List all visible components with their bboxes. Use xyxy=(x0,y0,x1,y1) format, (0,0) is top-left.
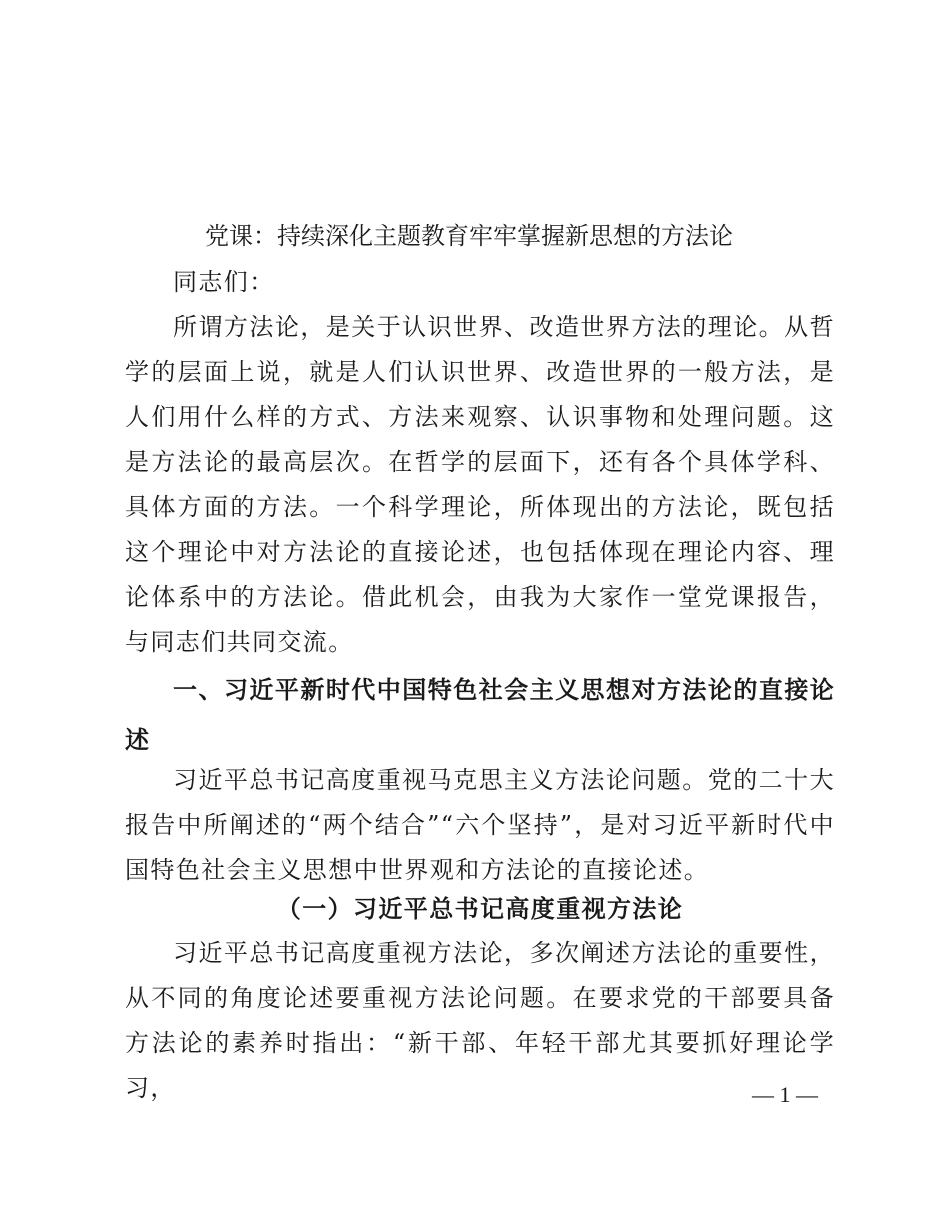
section-1-heading: 一、习近平新时代中国特色社会主义思想对方法论的直接论述 xyxy=(125,676,835,754)
page-number: — 1 — xyxy=(752,1082,818,1107)
paragraph-3: 习近平总书记高度重视方法论，多次阐述方法论的重要性，从不同的角度论述要重视方法论问题。在要求党的干部要具备方法论的素养时指出：“新干部、年轻干部尤其要抓好理论学习， xyxy=(125,939,835,1102)
salutation: 同志们： xyxy=(173,268,275,296)
paragraph-1: 所谓方法论，是关于认识世界、改造世界方法的理论。从哲学的层面上说，就是人们认识世界、改造世界的一般方法，是人们用什么样的方式、方法来观察、认识事物和处理问题。这是方法论的最高层次。在哲学的层面下，还有各个具体学科、具体方面的方法。一个科学理论，所体现出的方法论，既包括这个理论中对方法论的直接论述，也包括体现在理论内容、理论体系中的方法论。借此机会，由我为大家作一堂党课报告，与同志们共同交流。 xyxy=(125,313,835,656)
document-title: 党课：持续深化主题教育牢牢掌握新思想的方法论 xyxy=(205,222,733,250)
paragraph-2: 习近平总书记高度重视马克思主义方法论问题。党的二十大报告中所阐述的“两个结合”“六个坚持”，是对习近平新时代中国特色社会主义思想中世界观和方法论的直接论述。 xyxy=(125,766,835,884)
subsection-1-heading: （一）习近平总书记高度重视方法论 xyxy=(276,894,684,923)
